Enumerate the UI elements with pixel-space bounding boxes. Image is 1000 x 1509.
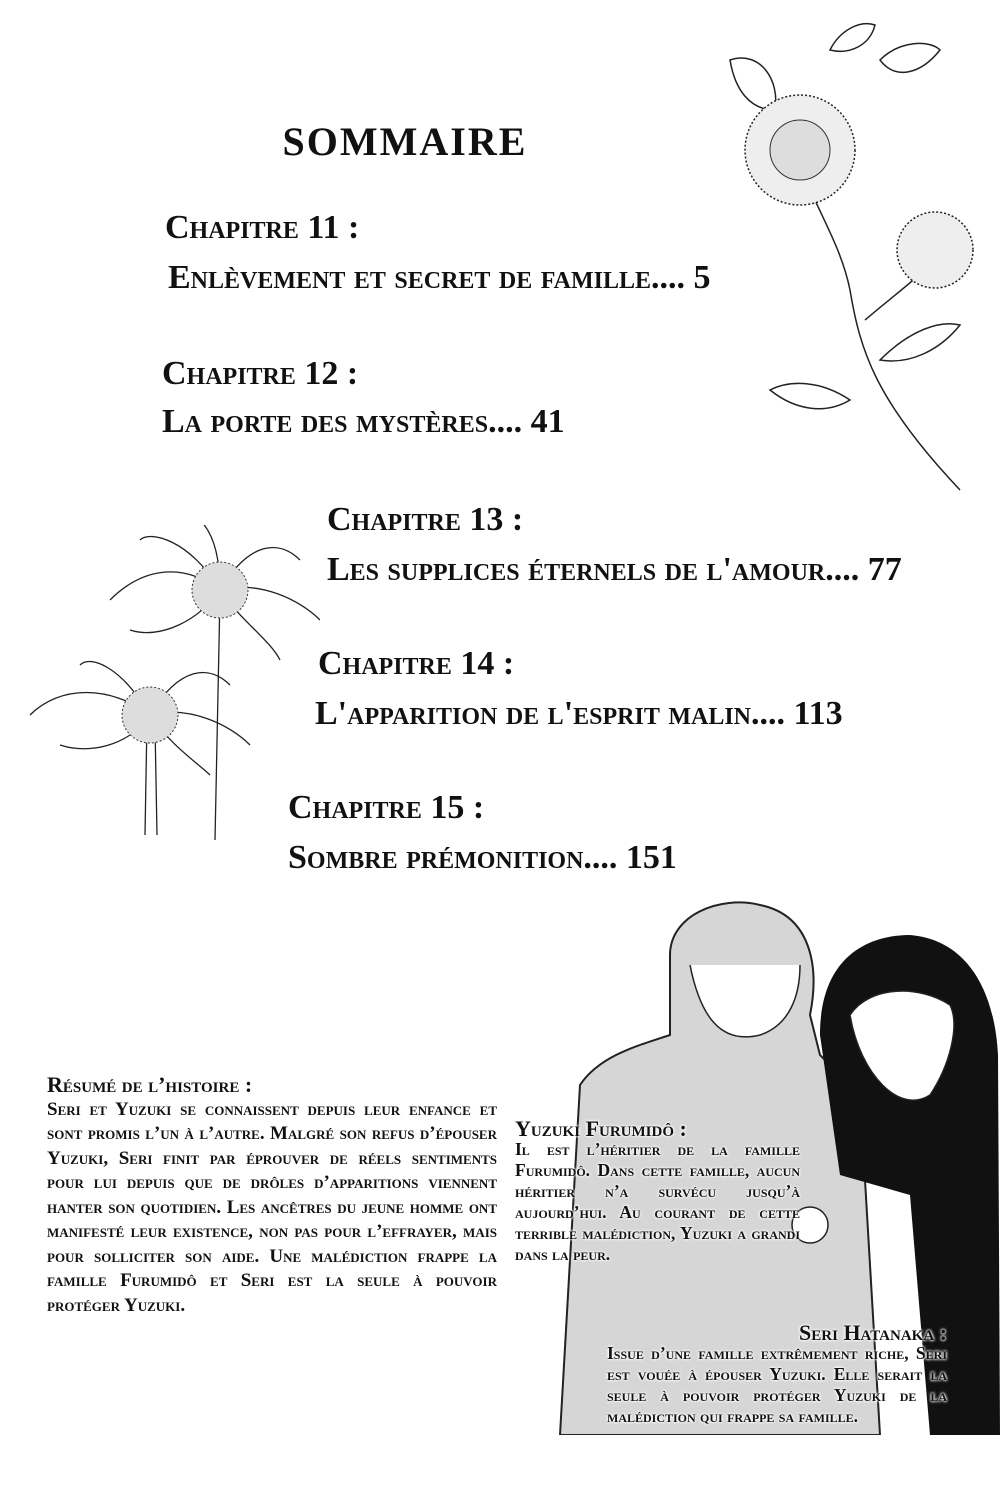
summary-heading: Résumé de l’histoire : bbox=[47, 1072, 253, 1097]
summary-text: Seri et Yuzuki se connaissent depuis leur enfance et sont promis l’un à l’autre. Malgré son refus d’épouser Yuzuki, Seri finit par éprouver de réels sentiments pour lui depuis que de drôles d’apparitions viennent hanter son quotidien. Les ancêtres du jeune homme ont manifesté leur existence, non pas pour l’effrayer, mais pour solliciter son aide. Une malédiction frappe la famille Furumidô et Seri est la seule à pouvoir protéger Yuzuki. bbox=[47, 1098, 497, 1316]
chapter-13-title: Les supplices éternels de l'amour.... 77 bbox=[327, 551, 902, 588]
camellia-illustration bbox=[700, 20, 1000, 500]
character-yuzuki bbox=[515, 1118, 800, 1265]
story-summary bbox=[47, 1073, 497, 1318]
chapter-14-label: Chapitre 14 : bbox=[318, 645, 515, 682]
chapter-15-label: Chapitre 15 : bbox=[288, 789, 485, 826]
chapter-15-title: Sombre prémonition.... 151 bbox=[288, 839, 677, 876]
chapter-11-title: Enlèvement et secret de famille.... 5 bbox=[168, 259, 711, 296]
page-title: SOMMAIRE bbox=[282, 119, 528, 164]
character-description: Issue d’une famille extrêmement riche, Seri est vouée à épouser Yuzuki. Elle serait la seule à pouvoir protéger Yuzuki de la malédiction qui frappe sa famille. bbox=[607, 1343, 947, 1426]
character-name: Seri Hatanaka : bbox=[799, 1320, 947, 1345]
character-name: Yuzuki Furumidô : bbox=[515, 1116, 687, 1141]
character-seri bbox=[607, 1322, 947, 1427]
chapter-12-title: La porte des mystères.... 41 bbox=[162, 403, 565, 440]
chapter-13-label: Chapitre 13 : bbox=[327, 501, 524, 538]
chapter-11-label: Chapitre 11 : bbox=[165, 209, 360, 246]
chapter-14-title: L'apparition de l'esprit malin.... 113 bbox=[315, 695, 843, 732]
spider-lily-illustration bbox=[10, 525, 320, 845]
character-description: Il est l’héritier de la famille Furumidô. Dans cette famille, aucun héritier n’a survécu jusqu’à aujourd’hui. Au courant de cette terrible malédiction, Yuzuki a grandi dans la peur. bbox=[515, 1139, 800, 1264]
chapter-12-label: Chapitre 12 : bbox=[162, 355, 359, 392]
